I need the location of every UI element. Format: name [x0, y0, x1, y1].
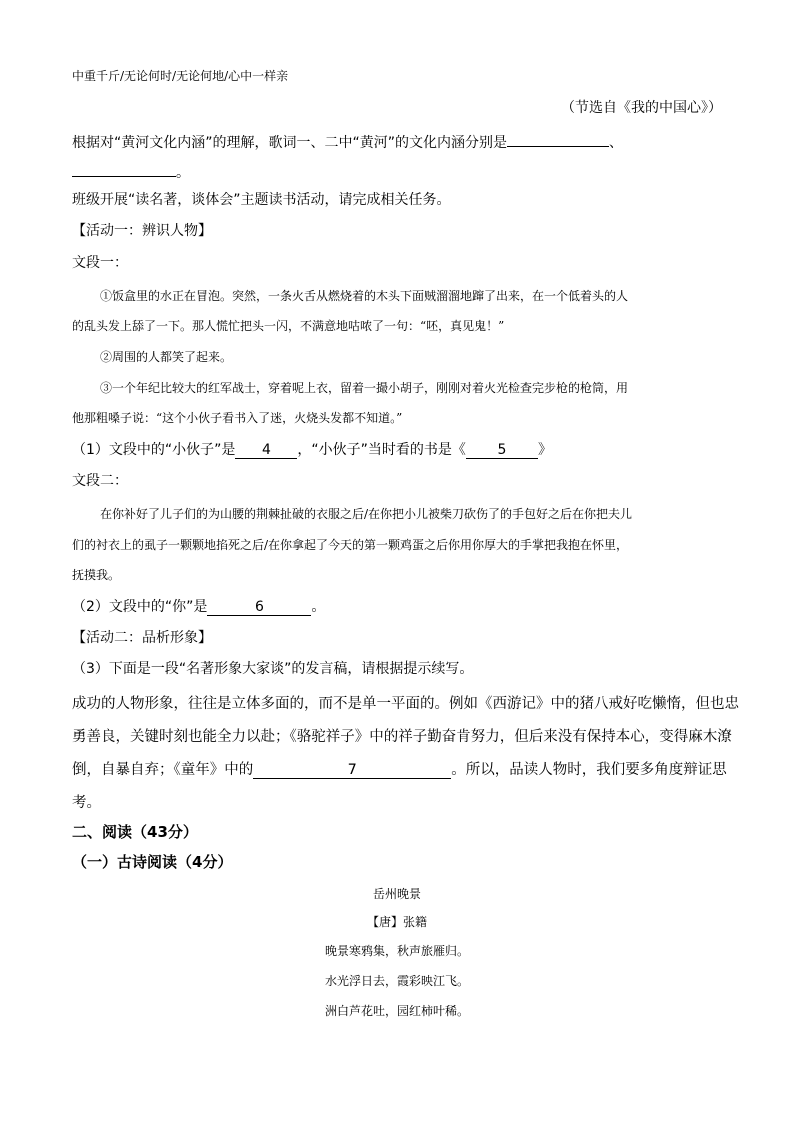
poem-line-3: 洲白芦花吐，园红柿叶稀。: [324, 1004, 469, 1018]
poem-title: 岳州晚景: [372, 887, 421, 901]
passage1-para3-cont: 他那粗嗓子说：“这个小伙子看书入了迷，火烧头发都不知道。”: [72, 411, 403, 425]
speech-line3-text: 倒，自暴自弃；《童年》中的: [72, 762, 254, 778]
speech-line2: 勇善良，关键时刻也能全力以赴；《骆驼祥子》中的祥子勤奋肯努力，但后来没有保持本心，变得麻木潦: [72, 729, 732, 745]
answer-blank-4[interactable]: 4: [235, 442, 297, 459]
section2-subheading: （一）古诗阅读（4分）: [72, 853, 233, 871]
poem-author: 【唐】张籍: [366, 915, 427, 929]
passage2-line2: 们的衬衣上的虱子一颗颗地掐死之后/在你拿起了今天的第一颗鸡蛋之后你用你厚大的手掌把我抱在怀里，: [72, 538, 629, 552]
passage1-para1: ①饭盒里的水正在冒泡。突然，一条火舌从燃烧着的木头下面贼溜溜地蹿了出来，在一个低着头的人: [100, 289, 629, 303]
section2-heading: 二、阅读（43分）: [72, 823, 198, 841]
poem-tail: 中重千斤/无论何时/无论何地/心中一样亲: [72, 69, 289, 83]
answer-blank[interactable]: [72, 160, 176, 177]
speech-line3-text-b: 。所以，品读人物时，我们要多角度辩证思: [451, 762, 727, 778]
question-yellow-river-cont: [72, 160, 722, 183]
activity2-heading: 【活动二：品析形象】: [72, 630, 212, 646]
question-2: [72, 597, 722, 617]
speech-line3: [72, 754, 727, 786]
question-3: （3）下面是一段“名著形象大家谈”的发言稿，请根据提示续写。: [72, 661, 474, 677]
line-end: 。: [176, 165, 190, 181]
passage2-line3: 抚摸我。: [72, 568, 121, 582]
speech-line4: 考。: [72, 795, 101, 811]
question-yellow-river: [72, 130, 722, 153]
answer-blank-7[interactable]: 7: [253, 762, 451, 779]
passage2-label: 文段二：: [72, 473, 128, 489]
question-1-text: （1）文段中的“小伙子”是: [72, 442, 236, 458]
answer-blank[interactable]: [507, 130, 609, 147]
question-1-text-b: ，“小伙子”当时看的书是《: [297, 442, 466, 458]
answer-blank-6[interactable]: 6: [207, 599, 311, 616]
separator: 、: [609, 135, 624, 151]
passage1-para3: ③一个年纪比较大的红军战士，穿着呢上衣，留着一撮小胡子，刚刚对着火光检查完步枪的枪筒，用: [100, 381, 629, 395]
speech-line1: 成功的人物形象，往往是立体多面的，而不是单一平面的。例如《西游记》中的猪八戒好吃懒惰，但也忠: [72, 696, 739, 712]
question-2-text: （2）文段中的“你”是: [72, 599, 208, 615]
reading-intro: 班级开展“读名著，谈体会”主题读书活动，请完成相关任务。: [72, 192, 451, 208]
answer-blank-5[interactable]: 5: [466, 442, 538, 459]
poem-line-1: 晚景寒鸦集，秋声旅雁归。: [324, 944, 469, 958]
question-1-end: 》: [537, 442, 552, 458]
passage2-line1: 在你补好了儿子们的为山腰的荆棘扯破的衣服之后/在你把小儿被柴刀砍伤了的手包好之后在你把夫儿: [100, 507, 633, 521]
question-text: 根据对“黄河文化内涵”的理解，歌词一、二中“黄河”的文化内涵分别是: [72, 135, 508, 151]
passage1-para1-cont: 的乱头发上舔了一下。那人慌忙把头一闪，不满意地咕哝了一句：“呸，真见鬼！”: [72, 319, 505, 333]
passage1-para2: ②周围的人都笑了起来。: [100, 350, 233, 364]
poem-line-2: 水光浮日去，霞彩映江飞。: [324, 974, 469, 988]
activity1-heading: 【活动一：辨识人物】: [72, 223, 212, 239]
question-1: [72, 440, 722, 460]
question-2-end: 。: [311, 599, 326, 615]
source-note: （节选自《我的中国心》）: [561, 100, 722, 116]
passage1-label: 文段一：: [72, 255, 128, 271]
